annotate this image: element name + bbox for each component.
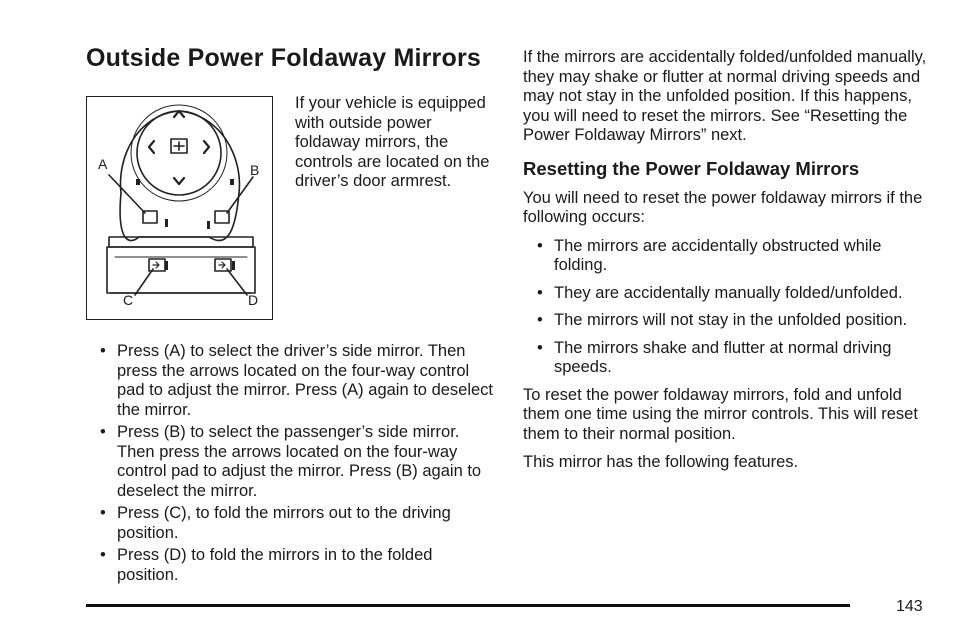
- mirror-control-drawing: [87, 97, 274, 321]
- features-paragraph: This mirror has the following features.: [523, 453, 799, 471]
- intro-paragraph: If your vehicle is equipped with outside power foldaway mirrors, the controls are located on the driver’s door armrest.: [295, 94, 490, 190]
- list-item: • Press (B) to select the passenger’s side mirror. Then press the arrows located on the four-way control pad to adjust the mirror. Press (B) again to deselect the mirror.: [86, 423, 496, 501]
- right-column: [523, 48, 938, 482]
- list-item: • Press (D) to fold the mirrors in to the folded position.: [86, 546, 496, 585]
- callout-a-label: A: [98, 156, 108, 172]
- reset-procedure-paragraph: To reset the power foldaway mirrors, fold and unfold them one time using the mirror controls. This will reset them to their normal position.: [523, 385, 918, 443]
- reset-conditions-list: [523, 237, 938, 378]
- reset-intro-paragraph: You will need to reset the power foldaway mirrors if the following occurs:: [523, 188, 923, 226]
- page-number: 143: [896, 598, 923, 615]
- footer-rule: [86, 604, 850, 607]
- callout-b-label: B: [250, 162, 260, 178]
- fold-warning-paragraph: If the mirrors are accidentally folded/unfolded manually, they may shake or flutter at normal driving speeds and may not stay in the unfolded position. If this happens, you will need to reset the mirrors. See “Resetting the Power Foldaway Mirrors” next.: [523, 48, 927, 144]
- list-item: • They are accidentally manually folded/unfolded.: [523, 284, 938, 304]
- callout-c-label: C: [123, 292, 134, 308]
- callout-d-label: D: [248, 292, 259, 308]
- list-item: • The mirrors are accidentally obstructed while folding.: [523, 237, 938, 276]
- reset-subheading: Resetting the Power Foldaway Mirrors: [523, 157, 860, 179]
- list-item: • Press (C), to fold the mirrors out to the driving position.: [86, 504, 496, 543]
- list-item: • Press (A) to select the driver’s side mirror. Then press the arrows located on the four-way control pad to adjust the mirror. Press (A) again to deselect the mirror.: [86, 342, 496, 420]
- list-item: • The mirrors shake and flutter at normal driving speeds.: [523, 339, 938, 378]
- list-item: • The mirrors will not stay in the unfolded position.: [523, 311, 938, 331]
- mirror-controls-illustration: [86, 96, 273, 320]
- section-heading: Outside Power Foldaway Mirrors: [86, 44, 481, 72]
- control-instructions-list: [86, 342, 496, 588]
